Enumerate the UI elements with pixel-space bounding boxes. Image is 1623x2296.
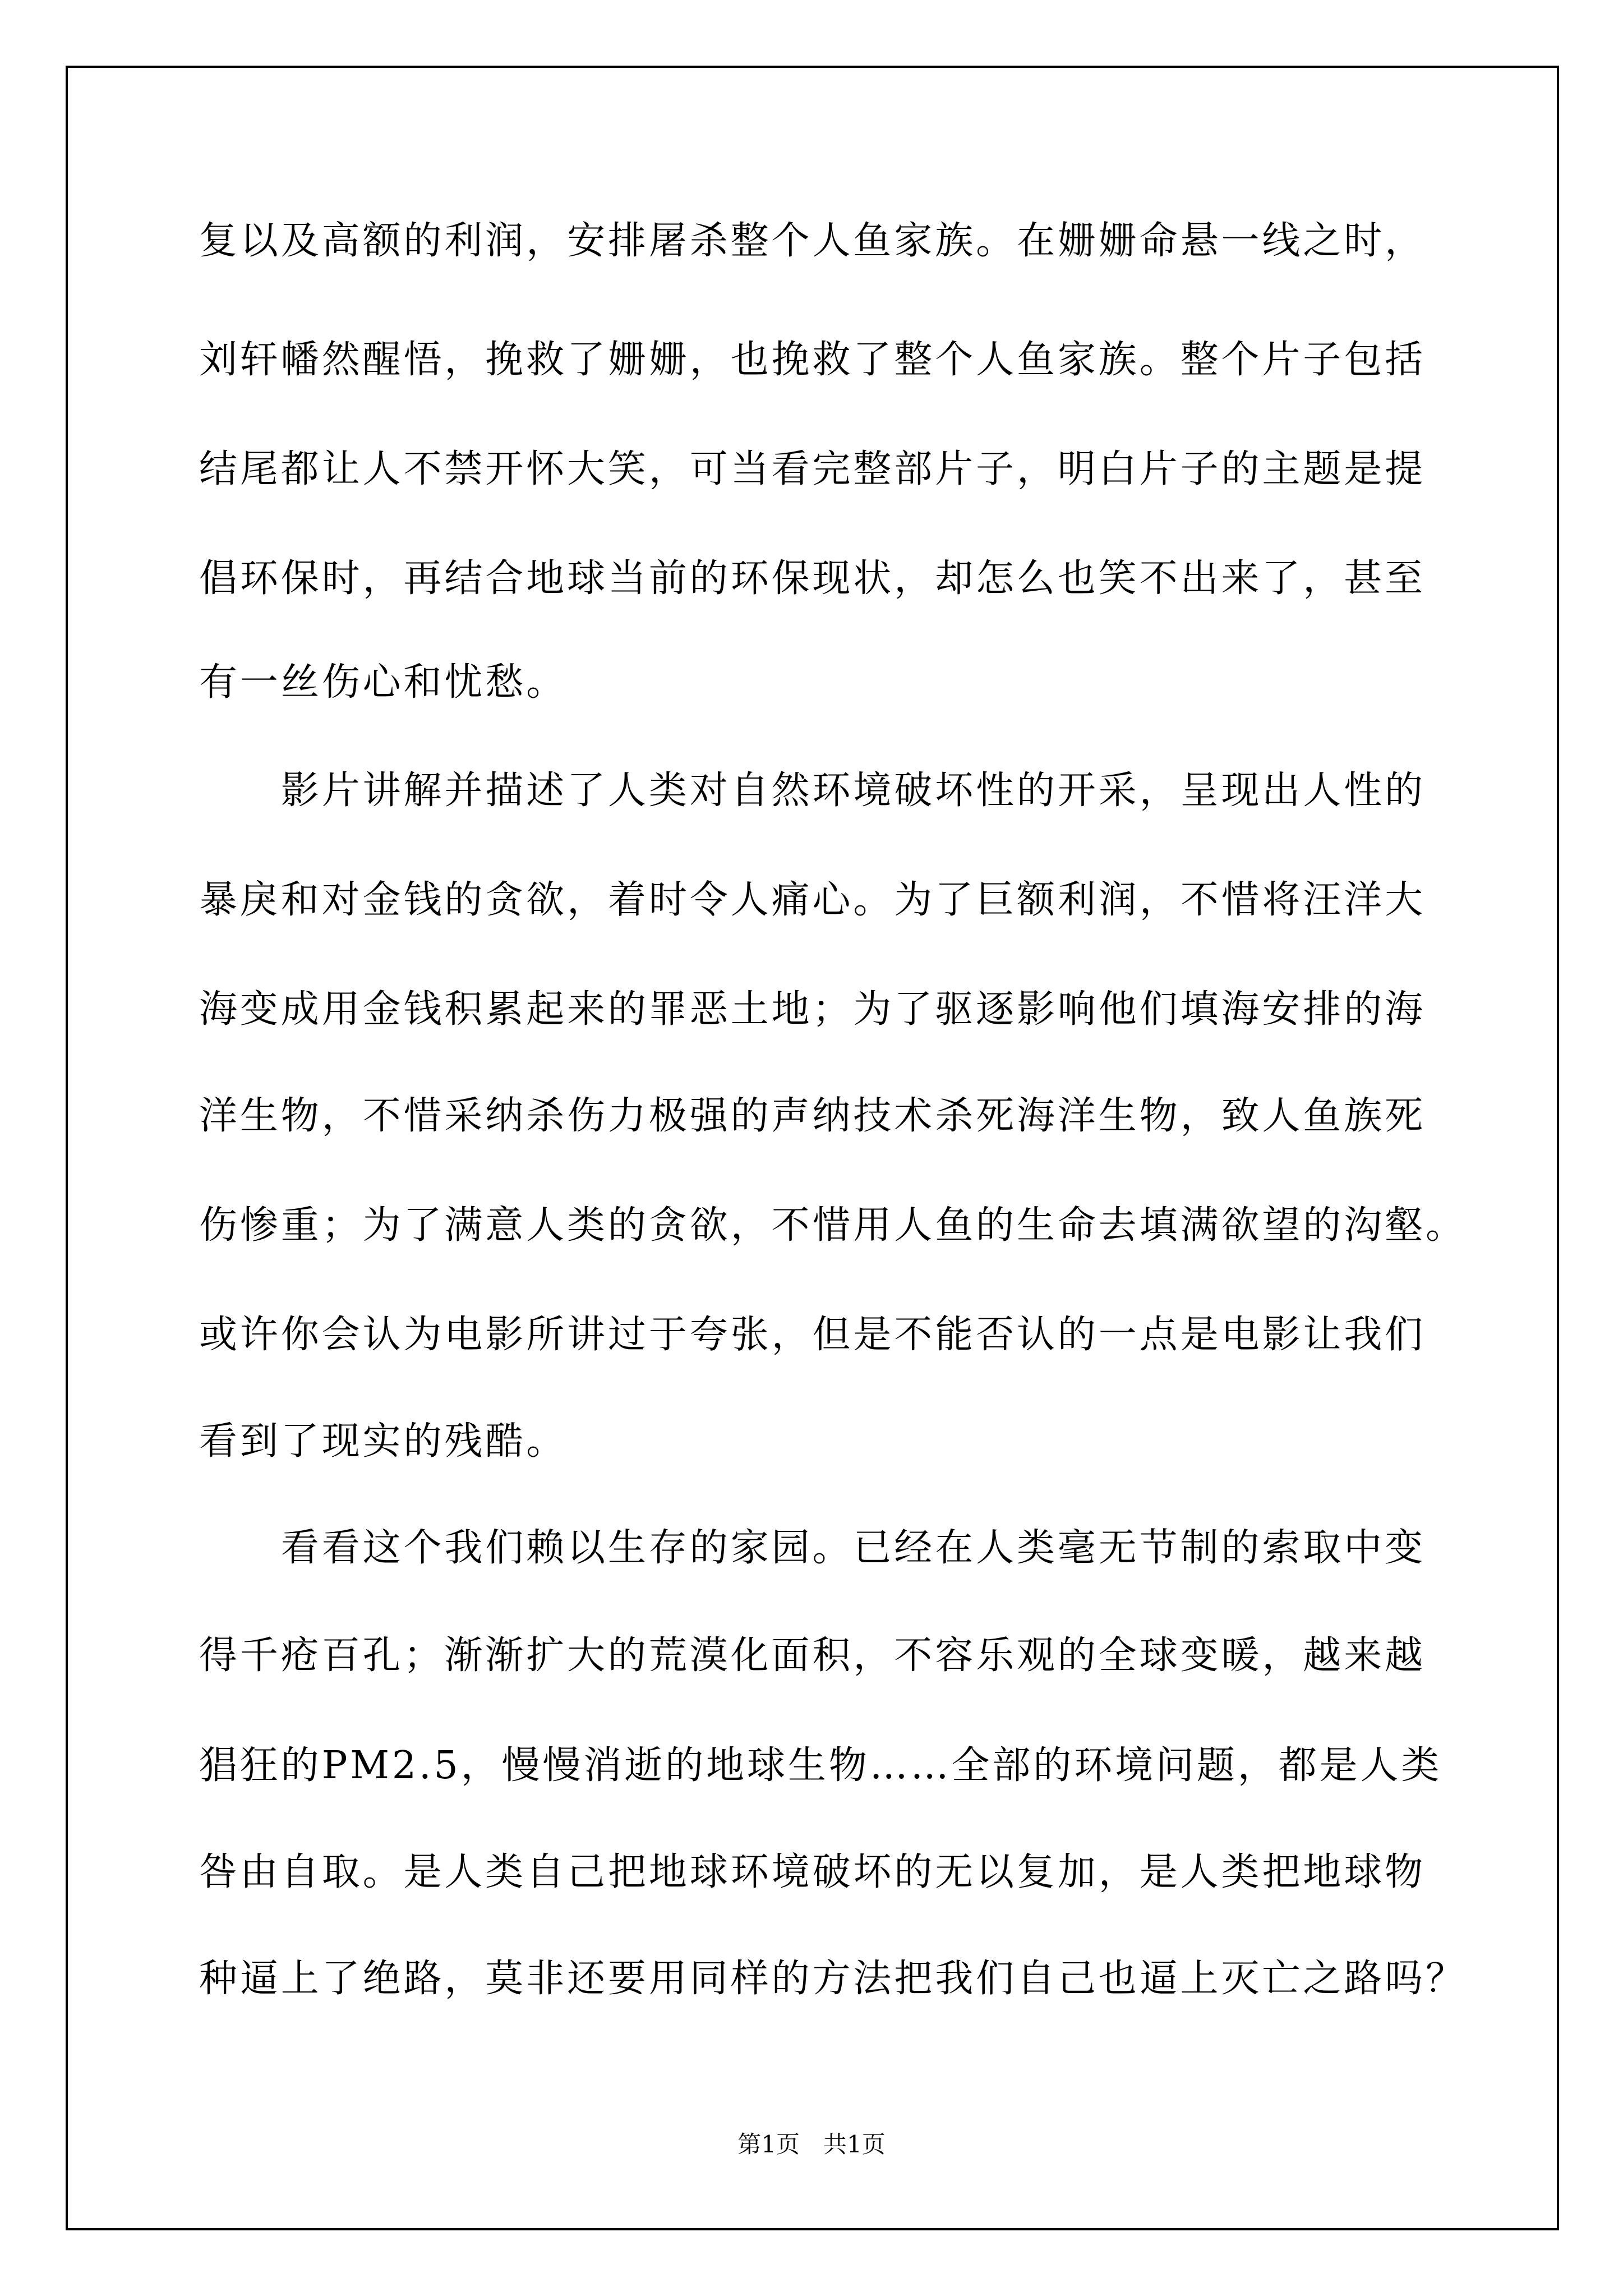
body-line: 得千疮百孔；渐渐扩大的荒漠化面积，不容乐观的全球变暖，越来越: [199, 1634, 1426, 1678]
body-line: 种逼上了绝路，莫非还要用同样的方法把我们自己也逼上灭亡之路吗？: [199, 1957, 1467, 2001]
body-line: 洋生物，不惜采纳杀伤力极强的声纳技术杀死海洋生物，致人鱼族死: [199, 1094, 1426, 1138]
page-footer: 第1页 共1页: [737, 2131, 886, 2158]
body-line: 海变成用金钱积累起来的罪恶土地；为了驱逐影响他们填海安排的海: [199, 987, 1426, 1032]
body-line: 倡环保时，再结合地球当前的环保现状，却怎么也笑不出来了，甚至: [199, 556, 1426, 601]
body-line: 咎由自取。是人类自己把地球环境破坏的无以复加，是人类把地球物: [199, 1850, 1426, 1894]
body-line: 或许你会认为电影所讲过于夸张，但是不能否认的一点是电影让我们: [199, 1313, 1426, 1357]
body-line: 暴戾和对金钱的贪欲，着时令人痛心。为了巨额利润，不惜将汪洋大: [199, 878, 1426, 922]
body-line: 看到了现实的残酷。: [199, 1419, 568, 1464]
body-line: 伤惨重；为了满意人类的贪欲，不惜用人鱼的生命去填满欲望的沟壑。: [199, 1203, 1467, 1248]
body-line: 看看这个我们赖以生存的家园。已经在人类毫无节制的索取中变: [199, 1526, 1426, 1570]
body-line: 猖狂的PM2.5，慢慢消逝的地球生物……全部的环境问题，都是人类: [199, 1743, 1442, 1788]
body-line: 复以及高额的利润，安排屠杀整个人鱼家族。在姗姗命悬一线之时，: [199, 219, 1426, 263]
body-line: 有一丝伤心和忧愁。: [199, 660, 568, 705]
body-line: 影片讲解并描述了人类对自然环境破坏性的开采，呈现出人性的: [199, 769, 1426, 813]
body-line: 刘轩幡然醒悟，挽救了姗姗，也挽救了整个人鱼家族。整个片子包括: [199, 338, 1426, 382]
body-line: 结尾都让人不禁开怀大笑，可当看完整部片子，明白片子的主题是提: [199, 447, 1426, 491]
